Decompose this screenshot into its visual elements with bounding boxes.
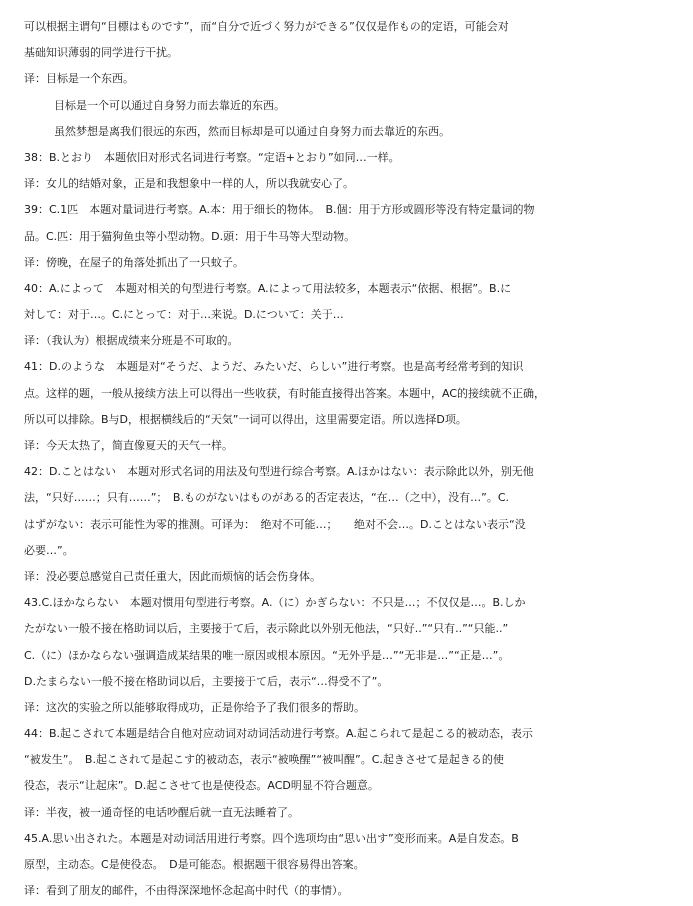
text-line: 虽然梦想是离我们很远的东西，然而目标却是可以通过自身努力而去靠近的东西。	[54, 124, 450, 138]
text-line: 译：目标是一个东西。	[24, 72, 134, 86]
text-line: 译：半夜，被一通奇怪的电话吵醒后就一直无法睡着了。	[24, 805, 299, 819]
text-line: D.たまらない一般不接在格助词以后，主要接于て后，表示“…得受不了”。	[24, 674, 389, 688]
text-line: 译：今天太热了，简直像夏天的天气一样。	[24, 439, 233, 452]
text-line: 译：看到了朋友的邮件，不由得深深地怀念起高中时代（的事情）。	[24, 884, 349, 898]
text-line: 42：D.ことはない 本题对形式名词的用法及句型进行综合考察。A.ほかはない：表示除此以外，别无他	[24, 465, 534, 479]
text-line: 必要…”。	[24, 543, 74, 557]
text-line: “被发生”。 B.起こされて是起こす的被动态，表示“被唤醒”“被叫醒”。C.起きさせて是起きる的使	[24, 753, 504, 767]
text-line: 译：（我认为）根据成绩来分班是不可取的。	[24, 334, 239, 348]
text-line: 点。这样的题，一般从接续方法上可以得出一些收获，有时能直接得出答案。本题中，AC的接续就不正确，	[24, 386, 546, 400]
text-line: 40：A.によって 本题对相关的句型进行考察。A.によって用法较多，本题表示“依据、根据”。B.に	[24, 281, 512, 295]
text-line: 可以根据主谓句“目標はものです”，而“自分で近づく努力ができる”仅仅是作もの的定语，可能会对	[24, 20, 509, 33]
text-line: 品。C.匹：用于猫狗鱼虫等小型动物。D.頭：用于牛马等大型动物。	[24, 229, 356, 243]
text-line: 38：B.とおり 本题依旧对形式名词进行考察。“定语+とおり”如同…一样。	[24, 150, 400, 164]
text-line: 39：C.1匹 本题对量词进行考察。A.本：用于细长的物体。 B.個：用于方形或圆形等没有特定量词的物	[24, 203, 535, 217]
text-line: はずがない：表示可能性为零的推测。可译为： 绝对不可能…； 绝对不会…。D.ことはない表示“没	[24, 517, 526, 531]
text-line: 目标是一个可以通过自身努力而去靠近的东西。	[54, 98, 285, 112]
text-line: 対して：对于…。C.にとって：对于…来说。D.について：关于…	[24, 308, 344, 322]
text-line: 基础知识薄弱的同学进行干扰。	[24, 46, 178, 60]
text-line: たがない一般不接在格助词以后，主要接于て后，表示除此以外别无他法，“只好..”“只有..”“只能..”	[24, 622, 509, 636]
text-line: 45.A.思い出された。本题是对动词活用进行考察。四个选项均由“思い出す”变形而来。A是自发态。B	[24, 831, 519, 845]
text-line: 41：D.のような 本题是对“そうだ、ようだ、みたいだ、らしい”进行考察。也是高考经常考到的知识	[24, 360, 524, 374]
text-line: 所以可以排除。B与D，根据横线后的“天気”一词可以得出，这里需要定语。所以选择D项。	[24, 412, 467, 426]
text-line: 译：这次的实验之所以能够取得成功，正是你给予了我们很多的帮助。	[24, 700, 365, 714]
text-line: 原型，主动态。C是使役态。 D是可能态。根据题干很容易得出答案。	[24, 858, 365, 871]
text-line: 法，“只好……；只有……”； B.ものがないはものがある的否定表达，“在…（之中），没有…”。C.	[24, 491, 510, 505]
text-line: 译：没必要总感觉自己责任重大，因此而烦恼的话会伤身体。	[24, 569, 321, 583]
text-line: C.（に）ほかならない强调造成某结果的唯一原因或根本原因。“无外乎是…”“无非是…”“正是…”。	[24, 648, 510, 662]
text-line: 译：傍晚，在屋子的角落处抓出了一只蚊子。	[24, 255, 244, 269]
text-line: 43.C.ほかならない 本题对惯用句型进行考察。A.（に）かぎらない：不只是…；不仅仅是…。B.しか	[24, 596, 526, 610]
text-line: 役态，表示“让起床”。D.起こさせて也是使役态。ACD明显不符合题意。	[24, 779, 379, 793]
text-line: 44：B.起こされて本题是结合自他对应动词对动词活动进行考察。A.起こられて是起こる的被动态，表示	[24, 727, 533, 741]
text-line: 译：女儿的结婚对象，正是和我想象中一样的人，所以我就安心了。	[24, 177, 354, 191]
